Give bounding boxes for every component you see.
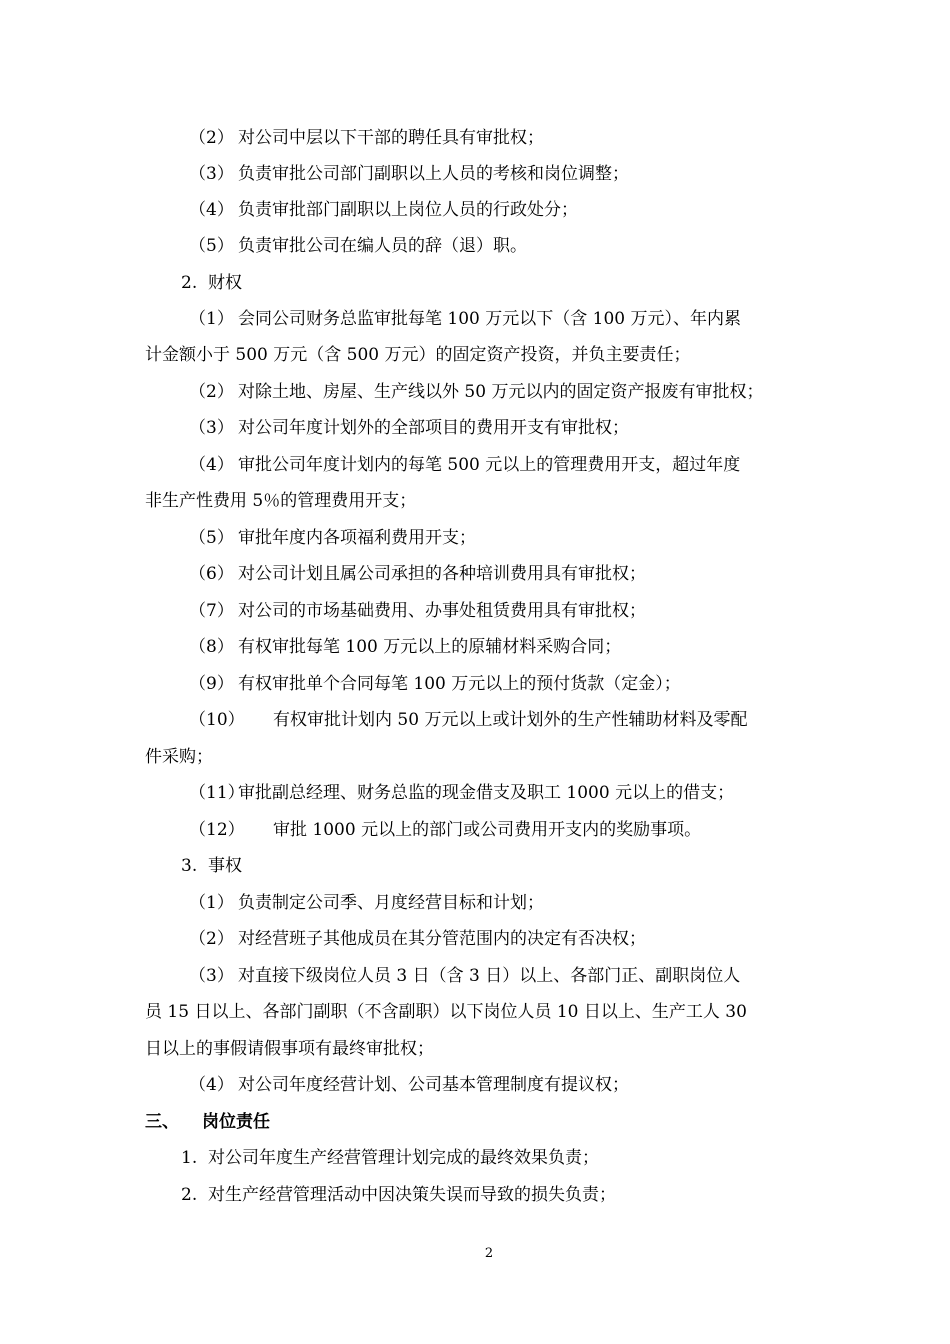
item-number: （2） <box>189 128 234 148</box>
item-text: 负责审批公司在编人员的辞（退）职。 <box>238 236 527 256</box>
section-title: 财权 <box>208 273 242 293</box>
item-number: （3） <box>189 418 234 438</box>
item-number: （6） <box>189 564 234 584</box>
item-text: 审批副总经理、财务总监的现金借支及职工 1000 元以上的借支； <box>238 783 735 803</box>
item-text: 会同公司财务总监审批每笔 100 万元以下（含 100 万元）、年内累 <box>238 309 742 329</box>
item-text: 非生产性费用 5％的管理费用开支； <box>145 491 417 511</box>
item-number: （10） <box>189 710 245 730</box>
item-text: 对直接下级岗位人员 3 日（含 3 日）以上、各部门正、副职岗位人 <box>238 966 741 986</box>
item-number: （11） <box>189 783 245 803</box>
item-number: （3） <box>189 966 234 986</box>
item-number: （9） <box>189 674 234 694</box>
item-text: 负责制定公司季、月度经营目标和计划； <box>238 893 544 913</box>
item-number: （7） <box>189 601 234 621</box>
item-text: 日以上的事假请假事项有最终审批权； <box>145 1039 434 1059</box>
item-text: 对经营班子其他成员在其分管范围内的决定有否决权； <box>238 929 646 949</box>
item-text: 件采购； <box>145 747 213 767</box>
item-text: 有权审批每笔 100 万元以上的原辅材料采购合同； <box>238 637 622 657</box>
item-text: 有权审批单个合同每笔 100 万元以上的预付货款（定金）； <box>238 674 681 694</box>
item-number: （1） <box>189 893 234 913</box>
item-text: 对除土地、房屋、生产线以外 50 万元以内的固定资产报废有审批权； <box>238 382 764 402</box>
item-text: 对公司的市场基础费用、办事处租赁费用具有审批权； <box>238 601 646 621</box>
item-text: 有权审批计划内 50 万元以上或计划外的生产性辅助材料及零配 <box>273 710 748 730</box>
item-number: （8） <box>189 637 234 657</box>
item-text: 对公司年度生产经营管理计划完成的最终效果负责； <box>208 1148 599 1168</box>
item-number: 2. <box>181 1185 198 1205</box>
item-number: 1. <box>181 1148 198 1168</box>
item-text: 对生产经营管理活动中因决策失误而导致的损失负责； <box>208 1185 616 1205</box>
item-text: 对公司中层以下干部的聘任具有审批权； <box>238 128 544 148</box>
item-number: （2） <box>189 929 234 949</box>
item-number: （3） <box>189 164 234 184</box>
item-number: （12） <box>189 820 245 840</box>
chapter-number: 三、 <box>145 1112 179 1132</box>
item-number: （2） <box>189 382 234 402</box>
section-number: 2. <box>181 273 198 293</box>
item-text: 对公司计划且属公司承担的各种培训费用具有审批权； <box>238 564 646 584</box>
item-text: 计金额小于 500 万元（含 500 万元）的固定资产投资，并负主要责任； <box>145 345 691 365</box>
item-text: 员 15 日以上、各部门副职（不含副职）以下岗位人员 10 日以上、生产工人 30 <box>145 1002 747 1022</box>
section-number: 3. <box>181 856 198 876</box>
item-number: （1） <box>189 309 234 329</box>
item-text: 负责审批公司部门副职以上人员的考核和岗位调整； <box>238 164 629 184</box>
item-number: （5） <box>189 236 234 256</box>
page-number: 2 <box>484 1246 494 1261</box>
item-text: 负责审批部门副职以上岗位人员的行政处分； <box>238 200 578 220</box>
item-number: （4） <box>189 200 234 220</box>
item-text: 对公司年度经营计划、公司基本管理制度有提议权； <box>238 1075 629 1095</box>
item-number: （4） <box>189 1075 234 1095</box>
section-title: 事权 <box>208 856 242 876</box>
item-number: （5） <box>189 528 234 548</box>
item-text: 审批年度内各项福利费用开支； <box>238 528 476 548</box>
item-text: 审批 1000 元以上的部门或公司费用开支内的奖励事项。 <box>273 820 702 840</box>
chapter-title: 岗位责任 <box>202 1112 270 1132</box>
item-text: 审批公司年度计划内的每笔 500 元以上的管理费用开支，超过年度 <box>238 455 741 475</box>
item-text: 对公司年度计划外的全部项目的费用开支有审批权； <box>238 418 629 438</box>
item-number: （4） <box>189 455 234 475</box>
